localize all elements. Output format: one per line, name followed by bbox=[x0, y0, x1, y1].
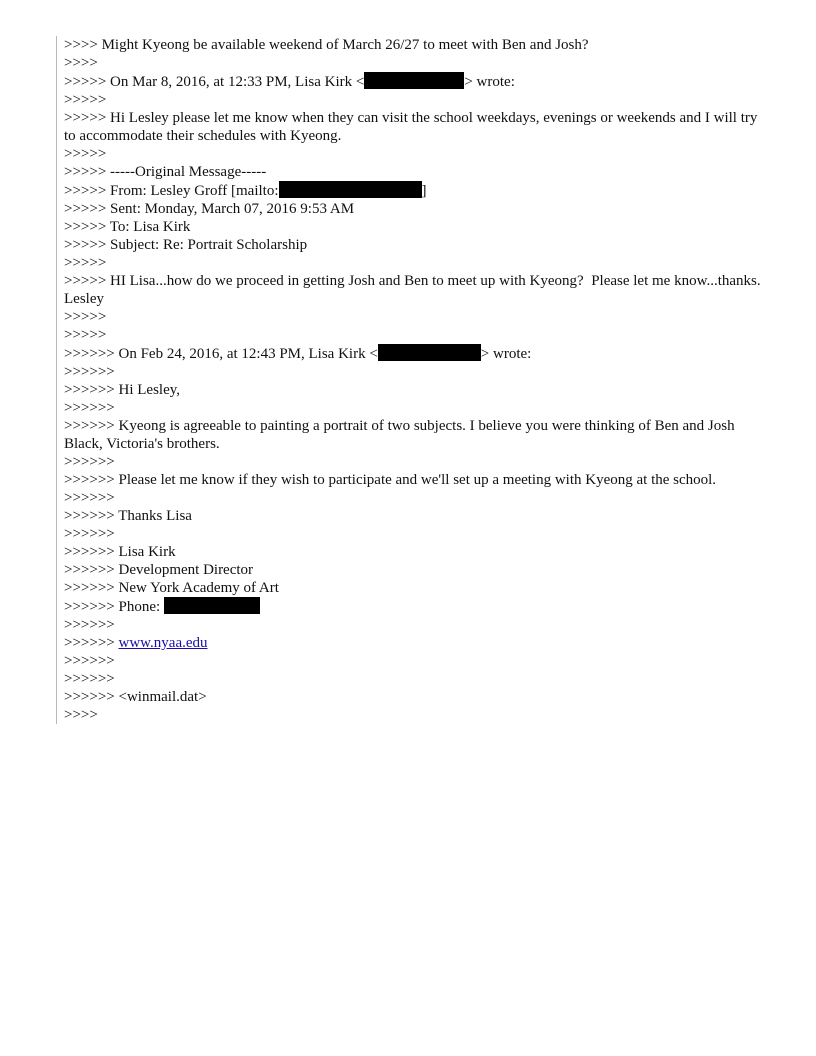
website-line: >>>>>> www.nyaa.edu bbox=[64, 635, 208, 651]
quote-line: >>>>>> bbox=[64, 526, 115, 542]
quote-line: >>>>> bbox=[64, 327, 107, 343]
subject-line: >>>>> Subject: Re: Portrait Scholarship bbox=[64, 237, 308, 253]
redacted-phone bbox=[164, 597, 260, 614]
quote-header-line: >>>>> On Mar 8, 2016, at 12:33 PM, Lisa Kirk < > wrote: bbox=[64, 74, 515, 90]
quote-line: >>>>>> bbox=[64, 490, 115, 506]
from-line: >>>>> From: Lesley Groff [mailto: ] bbox=[64, 183, 427, 199]
quote-line: >>>>>> Hi Lesley, bbox=[64, 382, 181, 398]
quote-line: >>>>> -----Original Message----- bbox=[64, 164, 267, 180]
quote-line: >>>> bbox=[64, 707, 98, 723]
signature-name: >>>>>> Lisa Kirk bbox=[64, 544, 176, 560]
quoted-email-thread bbox=[56, 36, 770, 724]
quote-line: >>>>> bbox=[64, 92, 107, 108]
quote-line: >>>>>> bbox=[64, 454, 115, 470]
signature-phone: >>>>>> Phone: bbox=[64, 597, 770, 616]
sent-line: >>>>> Sent: Monday, March 07, 2016 9:53 AM bbox=[64, 201, 355, 217]
redacted-email bbox=[279, 181, 422, 198]
quote-line: >>>>>> bbox=[64, 653, 115, 669]
quote-line: >>>>>> Thanks Lisa bbox=[64, 508, 192, 524]
quote-line: >>>>>> bbox=[64, 364, 115, 380]
redacted-email bbox=[364, 72, 464, 89]
quote-line: >>>> Might Kyeong be available weekend of March 26/27 to meet with Ben and Josh? bbox=[64, 37, 589, 53]
quote-line: >>>>>> bbox=[64, 400, 115, 416]
quote-line: >>>>> bbox=[64, 309, 107, 325]
quote-line: >>>>>> Kyeong is agreeable to painting a portrait of two subjects. I believe you were thinking of Ben and Josh Black, Victoria's brothers. bbox=[64, 418, 739, 452]
signature-title: >>>>>> Development Director bbox=[64, 562, 254, 578]
quote-header-line: >>>>>> On Feb 24, 2016, at 12:43 PM, Lisa Kirk < > wrote: bbox=[64, 346, 532, 362]
quote-line: >>>>>> bbox=[64, 617, 115, 633]
website-link[interactable]: www.nyaa.edu bbox=[118, 635, 208, 651]
signature-org: >>>>>> New York Academy of Art bbox=[64, 580, 279, 596]
attachment-line: >>>>>> <winmail.dat> bbox=[64, 689, 207, 705]
quote-line: >>>>>> bbox=[64, 671, 115, 687]
quote-line: >>>>>> Please let me know if they wish to participate and we'll set up a meeting with Kyeong at the school. bbox=[64, 472, 717, 488]
to-line: >>>>> To: Lisa Kirk bbox=[64, 219, 191, 235]
redacted-email bbox=[378, 344, 481, 361]
quote-line: >>>>> bbox=[64, 255, 107, 271]
quote-line: >>>> bbox=[64, 55, 98, 71]
quote-line: >>>>> HI Lisa...how do we proceed in getting Josh and Ben to meet up with Kyeong? Please let me know...thanks. Lesley bbox=[64, 273, 769, 307]
quote-line: >>>>> Hi Lesley please let me know when they can visit the school weekdays, evenings or weekends and I will try to accommodate their schedules with Kyeong. bbox=[64, 110, 762, 144]
quote-line: >>>>> bbox=[64, 146, 107, 162]
